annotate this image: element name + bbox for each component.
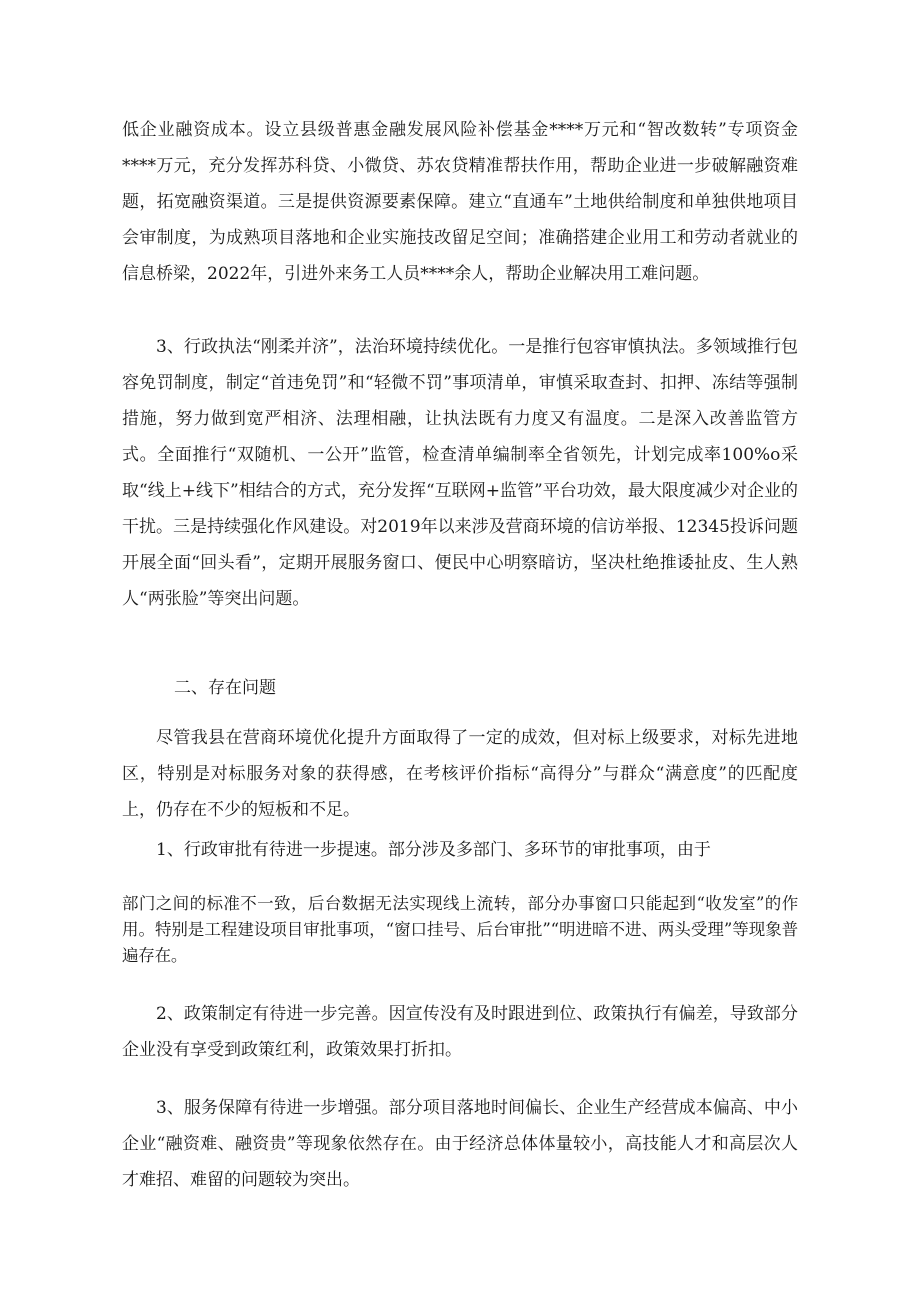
paragraph-law-enforcement: 3、行政执法“刚柔并济”，法治环境持续优化。一是推行包容审慎执法。多领域推行包容免罚制度，制定“首违免罚”和“轻微不罚”事项清单，审慎采取查封、扣押、冻结等强制措施，努力做到宽严相济、法理相融，让执法既有力度又有温度。二是深入改善监管方式。全面推行“双随机、一公开”监管，检查清单编制率全省领先，计划完成率100%o采取“线上+线下”相结合的方式，充分发挥“互联网+监管”平台功效，最大限度减少对企业的干扰。三是持续强化作风建设。对2019年以来涉及营商环境的信访举报、12345投诉问题开展全面“回头看”，定期开展服务窗口、便民中心明察暗访，坚决杜绝推诿扯皮、生人熟人“两张脸”等突出问题。 [122,337,798,609]
paragraph-problems-intro: 尽管我县在营商环境优化提升方面取得了一定的成效，但对标上级要求，对标先进地区，特别是对标服务对象的获得感，在考核评价指标“高得分”与群众“满意度”的匹配度上，仍存在不少的短板和不足。 [122,728,798,820]
paragraph-financing-cost: 低企业融资成本。设立县级普惠金融发展风险补偿基金****万元和“智改数转”专项资金****万元，充分发挥苏科贷、小微贷、苏农贷精准帮扶作用，帮助企业进一步破解融资难题，拓宽融资渠道。三是提供资源要素保障。建立“直通车”土地供给制度和单独供地项目会审制度，为成熟项目落地和企业实施技改留足空间；准确搭建企业用工和劳动者就业的信息桥梁，2022年，引进外来务工人员****余人，帮助企业解决用工难问题。 [122,120,798,284]
paragraph-policy-making: 2、政策制定有待进一步完善。因宣传没有及时跟进到位、政策执行有偏差，导致部分企业没有享受到政策红利，政策效果打折扣。 [122,1004,798,1060]
paragraph-service-support: 3、服务保障有待进一步增强。部分项目落地时间偏长、企业生产经营成本偏高、中小企业“融资难、融资贵”等现象依然存在。由于经济总体体量较小，高技能人才和高层次人才难招、难留的问题较为突出。 [122,1098,798,1190]
paragraph-approval-speed: 1、行政审批有待进一步提速。部分涉及多部门、多环节的审批事项，由于 [156,840,711,860]
section-heading-problems: 二、存在问题 [174,678,276,698]
paragraph-approval-continued: 部门之间的标准不一致，后台数据无法实现线上流转，部分办事窗口只能起到“收发室”的作用。特别是工程建设项目审批事项，“窗口挂号、后台审批”“明进暗不进、两头受理”等现象普遍存在。 [122,894,798,965]
